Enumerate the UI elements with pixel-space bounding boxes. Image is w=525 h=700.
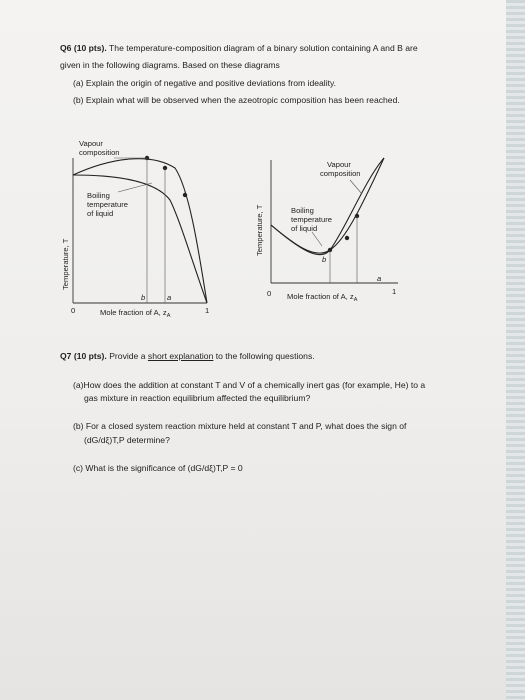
left-origin: 0 (71, 306, 76, 315)
q6-part-b: (b) Explain what will be observed when the azeotropic composition has been reached. (73, 95, 400, 105)
right-y-axis-label: Temperature, T (255, 204, 264, 256)
left-y-axis-label: Temperature, T (61, 238, 70, 290)
left-vapour-label-2: composition (79, 148, 120, 157)
right-vapour-pointer (350, 180, 362, 194)
left-boiling-label-1: Boiling (87, 191, 110, 200)
right-boiling-label-3: of liquid (291, 224, 318, 233)
q7-heading (60, 351, 315, 362)
left-vapour-label-1: Vapour (79, 139, 103, 148)
q7-intro-pre: Provide a (109, 351, 148, 361)
q6-part-a: (a) Explain the origin of negative and positive deviations from ideality. (73, 78, 337, 88)
right-boiling-label-2: temperature (291, 215, 332, 224)
right-origin: 0 (267, 289, 272, 298)
right-liquid-point (345, 236, 349, 240)
right-vapour-label-1: Vapour (327, 160, 351, 169)
left-liquid-point (183, 193, 187, 197)
right-boiling-label-1: Boiling (291, 206, 314, 215)
left-end: 1 (205, 306, 210, 315)
q6-label: Q6 (10 pts). (60, 43, 107, 53)
left-boiling-label-3: of liquid (87, 209, 114, 218)
left-boiling-label-2: temperature (87, 200, 128, 209)
q7-part-b-line-1: (b) For a closed system reaction mixture held at constant T and P, what does the sign of (73, 421, 407, 431)
q7-part-a-line-1: (a)How does the addition at constant T and V of a chemically inert gas (for example, He) to a (73, 380, 426, 390)
left-vapour-curve (73, 159, 207, 303)
right-x-axis-label: Mole fraction of A, $z_A$ (287, 292, 358, 303)
q7-part-b-line-2: (dG/dξ)T,P determine? (84, 435, 170, 445)
right-boiling-pointer (312, 232, 322, 246)
q6-intro-line-1: The temperature-composition diagram of a binary solution containing A and B are (109, 43, 418, 53)
q7-part-a-line-2: gas mixture in reaction equilibrium affected the equilibrium? (84, 393, 311, 403)
diagram-right (255, 158, 398, 303)
left-point-b: b (141, 293, 146, 302)
q7-part-c: (c) What is the significance of (dG/dξ)T,P = 0 (73, 463, 243, 473)
diagram-left (61, 139, 209, 319)
left-x-axis-label: Mole fraction of A, $z_A$ (100, 308, 171, 319)
q7-intro-underlined: short explanation (147, 351, 214, 361)
right-point-b: b (322, 255, 327, 264)
q7-label: Q7 (10 pts). (60, 351, 107, 361)
left-point-a: a (167, 293, 172, 302)
right-point-a: a (377, 274, 382, 283)
right-vapour-label-2: composition (320, 169, 361, 178)
q6-intro-line-2: given in the following diagrams. Based on these diagrams (60, 60, 280, 70)
right-end: 1 (392, 287, 397, 296)
q7-intro-post: to the following questions. (213, 351, 315, 361)
